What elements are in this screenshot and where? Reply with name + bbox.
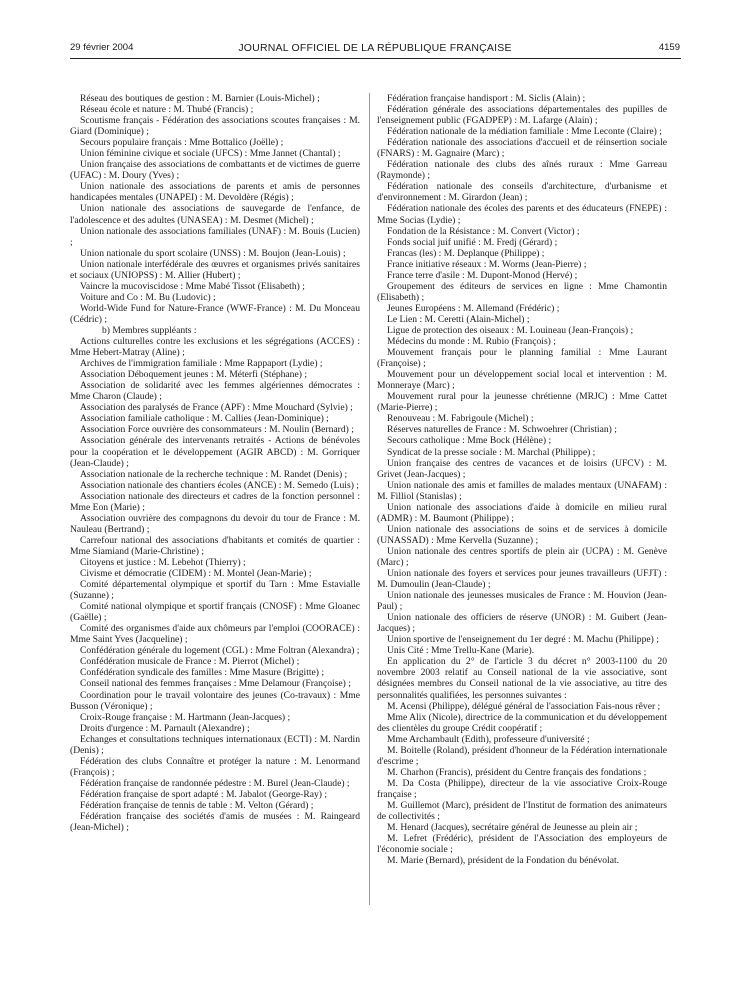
list-item: M. Henard (Jacques), secrétaire général de Jeunesse au plein air ; [387, 822, 638, 834]
list-item: Unis Cité : Mme Trellu-Kane (Marie). [387, 645, 535, 657]
list-item: Comité départemental olympique et sportif du Tarn : Mme Estavialle (Suzanne) ; [70, 579, 360, 602]
list-item: Mouvement pour un développement social local et intervention : M. Monneraye (Marc) ; [377, 369, 667, 392]
list-item: France terre d'asile : M. Dupont-Monod (Hervé) ; [387, 269, 578, 281]
list-item: Fédération française de sport adapté : M. Jabalot (George-Ray) ; [80, 788, 328, 800]
list-item: M. Lefret (Frédéric), président de l'Association des employeurs de l'économie sociale ; [377, 833, 667, 856]
list-item: Association de solidarité avec les femmes algériennes démocrates : Mme Charon (Claude) ; [70, 380, 360, 403]
list-item: Union nationale des officiers de réserve (UNOR) : M. Guibert (Jean-Jacques) ; [377, 612, 667, 635]
page-header [70, 41, 680, 57]
list-item: Médecins du monde : M. Rubio (François) ; [387, 336, 556, 348]
list-item: M. Boitelle (Roland), président d'honneur de la Fédération internationale d'escrime ; [377, 744, 667, 767]
list-item: Association Force ouvrière des consommateurs : M. Noulin (Bernard) ; [80, 424, 354, 436]
list-item: Union nationale des centres sportifs de plein air (UCPA) : M. Genève (Marc) ; [377, 545, 667, 568]
list-item: Fédération nationale des associations d'accueil et de réinsertion sociale (FNARS) : M. Gagnaire (Marc) ; [377, 137, 667, 160]
list-item: Confédération musicale de France : M. Pierrot (Michel) ; [80, 656, 300, 668]
column-divider [369, 93, 370, 905]
list-item: Réseau des boutiques de gestion : M. Barnier (Louis-Michel) ; [80, 93, 320, 104]
list-item: Scoutisme français - Fédération des associations scoutes françaises : M. Giard (Dominique) ; [70, 115, 360, 138]
journal-title: JOURNAL OFFICIEL DE LA RÉPUBLIQUE FRANÇAISE [238, 42, 512, 54]
list-item: Association générale des intervenants retraités - Actions de bénévoles pour la coopération et le développement (AGIR ABCD) : M. Gorriquer (Jean-Claude) ; [70, 435, 360, 469]
list-item: Fédération française handisport : M. Siclis (Alain) ; [387, 93, 586, 104]
list-item: Association nationale de la recherche technique : M. Randet (Denis) ; [80, 468, 348, 480]
list-item: Association Déboquement jeunes : M. Méterfi (Stéphane) ; [80, 369, 307, 381]
list-item: Syndicat de la presse sociale : M. Marchal (Philippe) ; [387, 446, 596, 458]
list-item: Union française des centres de vacances et de loisirs (UFCV) : M. Grivet (Jean-Jacques) ; [377, 457, 667, 480]
list-item: Fédération nationale des écoles des parents et des éducateurs (FNEPE) : Mme Socias (Lydie) ; [377, 203, 667, 226]
list-item: Union nationale des associations familiales (UNAF) : M. Bouis (Lucien) ; [70, 225, 360, 248]
list-item: Jeunes Européens : M. Allemand (Frédéric) ; [387, 302, 560, 314]
list-item: Association nationale des directeurs et cadres de la fonction personnel : Mme Eon (Marie) ; [70, 490, 360, 513]
list-item: Union française des associations de combattants et de victimes de guerre (UFAC) : M. Doury (Yves) ; [70, 159, 360, 182]
list-item: Le Lien : M. Ceretti (Alain-Michel) ; [387, 313, 530, 325]
list-item: Union nationale des amis et familles de malades mentaux (UNAFAM) : M. Filliol (Stanislas) ; [377, 479, 667, 502]
list-item: Secours populaire français : Mme Bottalico (Joëlle) ; [80, 137, 284, 149]
list-item: Fédération nationale des conseils d'architecture, d'urbanisme et d'environnement : M. Girardon (Jean) ; [377, 181, 667, 204]
list-item: Groupement des éditeurs de services en ligne : Mme Chamontin (Elisabeth) ; [377, 280, 667, 303]
list-item: Renouveau : M. Fabrigoule (Michel) ; [387, 413, 534, 425]
list-item: M. Da Costa (Philippe), directeur de la vie associative Croix-Rouge française ; [377, 777, 667, 800]
list-item: Réseau école et nature : M. Thubé (Francis) ; [80, 104, 254, 116]
list-item: Réserves naturelles de France : M. Schwoehrer (Christian) ; [387, 424, 617, 436]
header-date: 29 février 2004 [70, 42, 134, 53]
list-item: Mme Alix (Nicole), directrice de la communication et du développement des clientèles du groupe Crédit coopératif ; [377, 711, 667, 734]
list-item: Fédération nationale de la médiation familiale : Mme Leconte (Claire) ; [387, 126, 662, 138]
list-item: Association nationale des chantiers écoles (ANCE) : M. Semedo (Luis) ; [80, 479, 359, 491]
list-item: Francas (les) : M. Deplanque (Philippe) ; [387, 247, 545, 259]
list-item: Union nationale des associations d'aide à domicile en milieu rural (ADMR) : M. Baumont (Philippe) ; [377, 501, 667, 524]
list-item: Association familiale catholique : M. Callies (Jean-Dominique) ; [80, 413, 329, 425]
list-item: Confédération générale du logement (CGL) : Mme Foltran (Alexandra) ; [80, 645, 360, 657]
list-item: Confédération syndicale des familles : Mme Masure (Brigitte) ; [80, 667, 325, 679]
list-item: Fédération générale des associations départementales des pupilles de l'enseignement public (FGADPEP) : M. Lafarge (Alain) ; [377, 104, 667, 127]
list-item: France initiative réseaux : M. Worms (Jean-Pierre) ; [387, 258, 587, 270]
list-item: Fonds social juif unifié : M. Fredj (Gérard) ; [387, 236, 558, 248]
list-item: Archives de l'immigration familiale : Mme Rappaport (Lydie) ; [80, 358, 323, 370]
list-item: Conseil national des femmes françaises : Mme Delamour (Françoise) ; [80, 678, 351, 690]
right-column [377, 93, 667, 866]
list-item: M. Marie (Bernard), président de la Fondation du bénévolat. [387, 855, 620, 867]
list-item: Comité des organismes d'aide aux chômeurs par l'emploi (COORACE) : Mme Saint Yves (Jacqueline) ; [70, 623, 360, 646]
list-item: Union nationale des foyers et services pour jeunes travailleurs (UFJT) : M. Dumoulin (Jean-Claude) ; [377, 568, 667, 591]
list-item: Vaincre la mucoviscidose : Mme Mabé Tissot (Elisabeth) ; [80, 280, 305, 292]
header-rule [70, 58, 681, 59]
list-item: Mouvement français pour le planning familial : Mme Laurant (Françoise) ; [377, 347, 667, 370]
page-number: 4159 [658, 42, 680, 53]
list-item: Ligue de protection des oiseaux : M. Louineau (Jean-François) ; [387, 324, 634, 336]
left-column [70, 93, 360, 833]
list-item: Echanges et consultations techniques internationaux (ECTI) : M. Nardin (Denis) ; [70, 733, 360, 756]
list-item: Voiture and Co : M. Bu (Ludovic) ; [80, 291, 216, 303]
list-item: Union sportive de l'enseignement du 1er degré : M. Machu (Philippe) ; [387, 634, 659, 646]
list-item: Mme Archambault (Edith), professeure d'université ; [387, 733, 590, 745]
list-item: Comité national olympique et sportif français (CNOSF) : Mme Gloanec (Gaëlle) ; [70, 601, 360, 624]
list-item: Croix-Rouge française : M. Hartmann (Jean-Jacques) ; [80, 711, 291, 723]
list-item: En application du 2° de l'article 3 du décret n° 2003-1100 du 20 novembre 2003 relatif au Conseil national de la vie associative, sont désignées membres du Conseil national de la vie associative, au titre des personnalités qualifiées, les personnes suivantes : [377, 656, 667, 701]
list-item: M. Charhon (Francis), président du Centre français des fondations ; [387, 766, 647, 778]
list-item: M. Guillemot (Marc), président de l'Institut de formation des animateurs de collectivités ; [377, 800, 667, 823]
list-item: Mouvement rural pour la jeunesse chrétienne (MRJC) : Mme Cattet (Marie-Pierre) ; [377, 391, 667, 414]
list-item: Association des paralysés de France (APF) : Mme Mouchard (Sylvie) ; [80, 402, 353, 414]
list-item: Association ouvrière des compagnons du devoir du tour de France : M. Nauleau (Bertrand) ; [70, 512, 360, 535]
list-item: Union nationale des associations de soins et de services à domicile (UNASSAD) : Mme Kervella (Suzanne) ; [377, 523, 667, 546]
list-item: Actions culturelles contre les exclusions et les ségrégations (ACCES) : Mme Hebert-Matray (Aline) ; [70, 336, 360, 359]
list-item: b) Membres suppléants : [102, 324, 197, 336]
list-item: Fédération des clubs Connaître et protéger la nature : M. Lenormand (François) ; [70, 755, 360, 778]
list-item: Carrefour national des associations d'habitants et comités de quartier : Mme Siamiand (Marie-Christine) ; [70, 534, 360, 557]
list-item: World-Wide Fund for Nature-France (WWF-France) : M. Du Monceau (Cédric) ; [70, 302, 360, 325]
list-item: Secours catholique : Mme Bock (Hélène) ; [387, 435, 552, 447]
list-item: Fédération française des sociétés d'amis de musées : M. Raingeard (Jean-Michel) ; [70, 811, 360, 834]
list-item: Droits d'urgence : M. Parnault (Alexandre) ; [80, 722, 250, 734]
list-item: Union nationale des jeunesses musicales de France : M. Houvion (Jean-Paul) ; [377, 590, 667, 613]
list-item: Citoyens et justice : M. Lebehot (Thierry) ; [80, 556, 246, 568]
list-item: Union nationale des associations de sauvegarde de l'enfance, de l'adolescence et des adultes (UNASEA) : M. Desmet (Michel) ; [70, 203, 360, 226]
list-item: Union nationale du sport scolaire (UNSS) : M. Boujon (Jean-Louis) ; [80, 247, 346, 259]
list-item: Union nationale interfédérale des œuvres et organismes privés sanitaires et sociaux (UNIOPSS) : M. Allier (Hubert) ; [70, 258, 360, 281]
list-item: Fédération nationale des clubs des aînés ruraux : Mme Garreau (Raymonde) ; [377, 159, 667, 182]
list-item: Fédération française de tennis de table : M. Velton (Gérard) ; [80, 800, 314, 811]
list-item: Union nationale des associations de parents et amis de personnes handicapées mentales (UNAPEI) : M. Devoldère (Régis) ; [70, 181, 360, 204]
list-item: Fédération française de randonnée pédestre : M. Burel (Jean-Claude) ; [80, 777, 350, 789]
list-item: Civisme et démocratie (CIDEM) : M. Montel (Jean-Marie) ; [80, 568, 312, 580]
list-item: Fondation de la Résistance : M. Convert (Victor) ; [387, 225, 580, 237]
list-item: Coordination pour le travail volontaire des jeunes (Co-travaux) : Mme Busson (Véronique) ; [70, 689, 360, 712]
list-item: M. Acensi (Philippe), délégué général de l'association Fais-nous rêver ; [387, 700, 661, 712]
list-item: Union féminine civique et sociale (UFCS) : Mme Jannet (Chantal) ; [80, 148, 341, 160]
